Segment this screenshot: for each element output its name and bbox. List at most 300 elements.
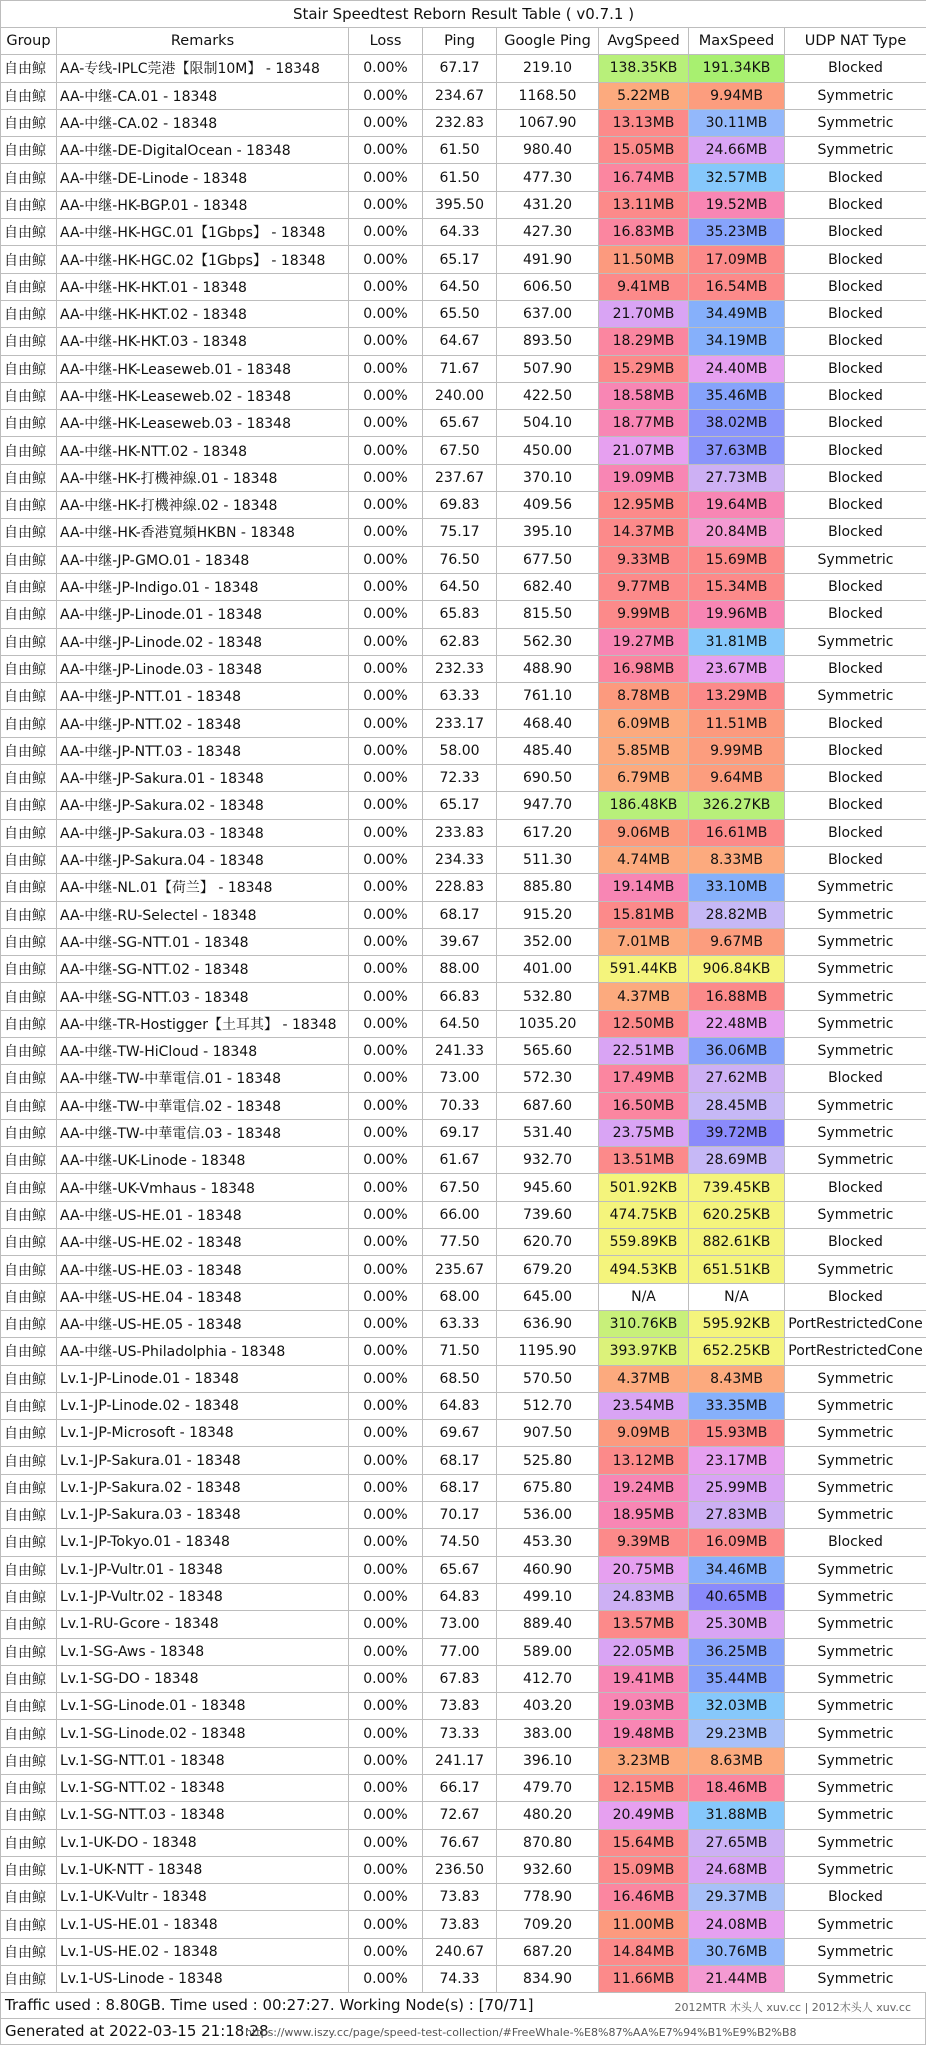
cell-max-speed: 24.68MB [689, 1856, 785, 1883]
cell-ping: 237.67 [423, 464, 497, 491]
cell-remarks: Lv.1-SG-NTT.01 - 18348 [57, 1747, 349, 1774]
cell-remarks: Lv.1-US-HE.02 - 18348 [57, 1938, 349, 1965]
cell-loss: 0.00% [349, 1447, 423, 1474]
cell-group: 自由鲸 [1, 1229, 57, 1256]
cell-loss: 0.00% [349, 1829, 423, 1856]
cell-loss: 0.00% [349, 1747, 423, 1774]
cell-loss: 0.00% [349, 628, 423, 655]
cell-remarks: AA-中继-US-HE.01 - 18348 [57, 1201, 349, 1228]
cell-loss: 0.00% [349, 1010, 423, 1037]
cell-max-speed: 9.64MB [689, 765, 785, 792]
cell-google-ping: 570.50 [497, 1365, 599, 1392]
cell-google-ping: 565.60 [497, 1037, 599, 1064]
cell-loss: 0.00% [349, 956, 423, 983]
cell-max-speed: 11.51MB [689, 710, 785, 737]
cell-udp-nat-type: Symmetric [785, 1556, 926, 1583]
cell-max-speed: 19.64MB [689, 492, 785, 519]
cell-avg-speed: 19.27MB [599, 628, 689, 655]
table-row [1, 546, 926, 573]
cell-group: 自由鲸 [1, 1010, 57, 1037]
cell-ping: 64.67 [423, 328, 497, 355]
table-row [1, 573, 926, 600]
cell-loss: 0.00% [349, 1583, 423, 1610]
cell-group: 自由鲸 [1, 1665, 57, 1692]
cell-google-ping: 682.40 [497, 573, 599, 600]
cell-google-ping: 491.90 [497, 246, 599, 273]
cell-avg-speed: 16.83MB [599, 219, 689, 246]
cell-group: 自由鲸 [1, 737, 57, 764]
cell-loss: 0.00% [349, 1556, 423, 1583]
table-row [1, 1474, 926, 1501]
cell-remarks: Lv.1-US-Linode - 18348 [57, 1966, 349, 1993]
cell-group: 自由鲸 [1, 601, 57, 628]
cell-ping: 73.83 [423, 1693, 497, 1720]
cell-google-ping: 450.00 [497, 437, 599, 464]
cell-google-ping: 460.90 [497, 1556, 599, 1583]
cell-google-ping: 562.30 [497, 628, 599, 655]
cell-remarks: AA-中继-JP-GMO.01 - 18348 [57, 546, 349, 573]
cell-udp-nat-type: Symmetric [785, 983, 926, 1010]
cell-ping: 73.83 [423, 1911, 497, 1938]
cell-group: 自由鲸 [1, 164, 57, 191]
cell-avg-speed: 12.50MB [599, 1010, 689, 1037]
cell-google-ping: 870.80 [497, 1829, 599, 1856]
cell-remarks: AA-中继-US-Philadolphia - 18348 [57, 1338, 349, 1365]
cell-group: 自由鲸 [1, 1556, 57, 1583]
cell-udp-nat-type: Symmetric [785, 1693, 926, 1720]
cell-group: 自由鲸 [1, 710, 57, 737]
cell-udp-nat-type: Symmetric [785, 1502, 926, 1529]
cell-group: 自由鲸 [1, 1256, 57, 1283]
cell-google-ping: 525.80 [497, 1447, 599, 1474]
cell-group: 自由鲸 [1, 191, 57, 218]
cell-google-ping: 589.00 [497, 1638, 599, 1665]
cell-udp-nat-type: Blocked [785, 437, 926, 464]
table-row [1, 1174, 926, 1201]
cell-ping: 65.67 [423, 410, 497, 437]
table-row [1, 1556, 926, 1583]
table-row [1, 1884, 926, 1911]
cell-udp-nat-type: Blocked [785, 819, 926, 846]
cell-avg-speed: 501.92KB [599, 1174, 689, 1201]
cell-group: 自由鲸 [1, 1802, 57, 1829]
cell-udp-nat-type: Blocked [785, 573, 926, 600]
cell-udp-nat-type: Blocked [785, 792, 926, 819]
cell-google-ping: 932.70 [497, 1147, 599, 1174]
table-row [1, 191, 926, 218]
cell-udp-nat-type: Symmetric [785, 1365, 926, 1392]
cell-loss: 0.00% [349, 901, 423, 928]
cell-max-speed: 21.44MB [689, 1966, 785, 1993]
cell-avg-speed: 12.95MB [599, 492, 689, 519]
cell-ping: 232.33 [423, 655, 497, 682]
cell-google-ping: 606.50 [497, 273, 599, 300]
cell-udp-nat-type: Symmetric [785, 1802, 926, 1829]
table-row [1, 519, 926, 546]
cell-udp-nat-type: Blocked [785, 1065, 926, 1092]
cell-remarks: AA-中继-JP-Sakura.01 - 18348 [57, 765, 349, 792]
cell-avg-speed: 12.15MB [599, 1775, 689, 1802]
cell-avg-speed: 13.13MB [599, 109, 689, 136]
table-row [1, 901, 926, 928]
cell-group: 自由鲸 [1, 1474, 57, 1501]
cell-ping: 58.00 [423, 737, 497, 764]
cell-google-ping: 504.10 [497, 410, 599, 437]
cell-loss: 0.00% [349, 601, 423, 628]
table-row [1, 1502, 926, 1529]
table-row [1, 82, 926, 109]
cell-udp-nat-type: Blocked [785, 765, 926, 792]
cell-avg-speed: 4.37MB [599, 983, 689, 1010]
cell-ping: 65.83 [423, 601, 497, 628]
cell-avg-speed: 16.74MB [599, 164, 689, 191]
cell-avg-speed: 16.50MB [599, 1092, 689, 1119]
cell-remarks: AA-中继-UK-Vmhaus - 18348 [57, 1174, 349, 1201]
cell-group: 自由鲸 [1, 792, 57, 819]
cell-google-ping: 889.40 [497, 1611, 599, 1638]
header-group: Group [1, 28, 57, 55]
cell-remarks: AA-中继-US-HE.04 - 18348 [57, 1283, 349, 1310]
cell-google-ping: 480.20 [497, 1802, 599, 1829]
cell-avg-speed: 559.89KB [599, 1229, 689, 1256]
cell-google-ping: 687.20 [497, 1938, 599, 1965]
cell-google-ping: 401.00 [497, 956, 599, 983]
cell-avg-speed: 14.37MB [599, 519, 689, 546]
cell-udp-nat-type: Blocked [785, 601, 926, 628]
cell-udp-nat-type: Blocked [785, 164, 926, 191]
cell-ping: 77.00 [423, 1638, 497, 1665]
cell-remarks: Lv.1-SG-NTT.03 - 18348 [57, 1802, 349, 1829]
table-row [1, 1966, 926, 1993]
cell-ping: 65.17 [423, 246, 497, 273]
cell-remarks: AA-中继-JP-Sakura.02 - 18348 [57, 792, 349, 819]
cell-google-ping: 947.70 [497, 792, 599, 819]
cell-loss: 0.00% [349, 1283, 423, 1310]
cell-avg-speed: 23.54MB [599, 1392, 689, 1419]
cell-udp-nat-type: Blocked [785, 410, 926, 437]
cell-remarks: Lv.1-JP-Microsoft - 18348 [57, 1420, 349, 1447]
cell-group: 自由鲸 [1, 1502, 57, 1529]
cell-remarks: AA-中继-HK-NTT.02 - 18348 [57, 437, 349, 464]
cell-max-speed: 739.45KB [689, 1174, 785, 1201]
cell-loss: 0.00% [349, 1884, 423, 1911]
cell-loss: 0.00% [349, 328, 423, 355]
cell-udp-nat-type: Blocked [785, 219, 926, 246]
table-row [1, 1665, 926, 1692]
cell-google-ping: 453.30 [497, 1529, 599, 1556]
table-row [1, 1365, 926, 1392]
cell-loss: 0.00% [349, 464, 423, 491]
cell-group: 自由鲸 [1, 1747, 57, 1774]
header-max-speed: MaxSpeed [689, 28, 785, 55]
cell-avg-speed: 6.79MB [599, 765, 689, 792]
cell-ping: 71.67 [423, 355, 497, 382]
table-row [1, 1229, 926, 1256]
cell-google-ping: 709.20 [497, 1911, 599, 1938]
cell-udp-nat-type: Symmetric [785, 1037, 926, 1064]
table-row [1, 464, 926, 491]
cell-loss: 0.00% [349, 874, 423, 901]
cell-google-ping: 1195.90 [497, 1338, 599, 1365]
cell-group: 自由鲸 [1, 1365, 57, 1392]
table-row [1, 164, 926, 191]
cell-loss: 0.00% [349, 1065, 423, 1092]
cell-ping: 66.00 [423, 1201, 497, 1228]
cell-group: 自由鲸 [1, 928, 57, 955]
cell-loss: 0.00% [349, 1256, 423, 1283]
cell-avg-speed: 474.75KB [599, 1201, 689, 1228]
cell-loss: 0.00% [349, 55, 423, 82]
cell-loss: 0.00% [349, 382, 423, 409]
cell-avg-speed: N/A [599, 1283, 689, 1310]
cell-udp-nat-type: Blocked [785, 328, 926, 355]
cell-remarks: AA-中继-TW-中華電信.01 - 18348 [57, 1065, 349, 1092]
cell-udp-nat-type: Symmetric [785, 956, 926, 983]
table-row [1, 1119, 926, 1146]
cell-ping: 68.00 [423, 1283, 497, 1310]
cell-group: 自由鲸 [1, 765, 57, 792]
cell-remarks: Lv.1-JP-Vultr.02 - 18348 [57, 1583, 349, 1610]
cell-remarks: Lv.1-UK-DO - 18348 [57, 1829, 349, 1856]
cell-loss: 0.00% [349, 1420, 423, 1447]
cell-remarks: AA-中继-JP-Linode.03 - 18348 [57, 655, 349, 682]
cell-google-ping: 395.10 [497, 519, 599, 546]
cell-ping: 88.00 [423, 956, 497, 983]
cell-max-speed: 34.19MB [689, 328, 785, 355]
cell-remarks: AA-中继-RU-Selectel - 18348 [57, 901, 349, 928]
header-ping: Ping [423, 28, 497, 55]
cell-udp-nat-type: PortRestrictedCone [785, 1338, 926, 1365]
table-row [1, 1447, 926, 1474]
cell-group: 自由鲸 [1, 956, 57, 983]
cell-udp-nat-type: Symmetric [785, 1938, 926, 1965]
cell-group: 自由鲸 [1, 1693, 57, 1720]
cell-remarks: AA-中继-UK-Linode - 18348 [57, 1147, 349, 1174]
cell-remarks: Lv.1-JP-Vultr.01 - 18348 [57, 1556, 349, 1583]
cell-ping: 65.17 [423, 792, 497, 819]
cell-loss: 0.00% [349, 1529, 423, 1556]
cell-ping: 61.50 [423, 164, 497, 191]
cell-remarks: AA-中继-SG-NTT.03 - 18348 [57, 983, 349, 1010]
cell-udp-nat-type: Symmetric [785, 1010, 926, 1037]
cell-udp-nat-type: Symmetric [785, 1720, 926, 1747]
header-google-ping: Google Ping [497, 28, 599, 55]
table-row [1, 983, 926, 1010]
cell-group: 自由鲸 [1, 1338, 57, 1365]
cell-remarks: AA-中继-HK-BGP.01 - 18348 [57, 191, 349, 218]
cell-udp-nat-type: Blocked [785, 1529, 926, 1556]
cell-remarks: AA-中继-US-HE.03 - 18348 [57, 1256, 349, 1283]
table-row [1, 1829, 926, 1856]
cell-remarks: Lv.1-UK-NTT - 18348 [57, 1856, 349, 1883]
cell-group: 自由鲸 [1, 328, 57, 355]
cell-group: 自由鲸 [1, 1310, 57, 1337]
cell-ping: 64.83 [423, 1392, 497, 1419]
cell-ping: 69.17 [423, 1119, 497, 1146]
cell-loss: 0.00% [349, 1693, 423, 1720]
cell-loss: 0.00% [349, 710, 423, 737]
table-row [1, 928, 926, 955]
cell-udp-nat-type: Symmetric [785, 1966, 926, 1993]
cell-max-speed: 13.29MB [689, 683, 785, 710]
cell-ping: 64.50 [423, 273, 497, 300]
cell-loss: 0.00% [349, 765, 423, 792]
table-row [1, 683, 926, 710]
cell-group: 自由鲸 [1, 573, 57, 600]
cell-udp-nat-type: Blocked [785, 710, 926, 737]
cell-remarks: AA-中继-HK-HGC.02【1Gbps】 - 18348 [57, 246, 349, 273]
cell-google-ping: 636.90 [497, 1310, 599, 1337]
cell-avg-speed: 5.22MB [599, 82, 689, 109]
cell-loss: 0.00% [349, 1174, 423, 1201]
table-row [1, 874, 926, 901]
cell-avg-speed: 24.83MB [599, 1583, 689, 1610]
cell-google-ping: 885.80 [497, 874, 599, 901]
cell-udp-nat-type: Blocked [785, 1174, 926, 1201]
cell-google-ping: 932.60 [497, 1856, 599, 1883]
cell-group: 自由鲸 [1, 1529, 57, 1556]
cell-remarks: Lv.1-JP-Linode.02 - 18348 [57, 1392, 349, 1419]
cell-ping: 76.67 [423, 1829, 497, 1856]
table-title: Stair Speedtest Reborn Result Table ( v0.7.1 ) [0, 0, 926, 27]
cell-avg-speed: 21.07MB [599, 437, 689, 464]
cell-avg-speed: 20.75MB [599, 1556, 689, 1583]
cell-google-ping: 403.20 [497, 1693, 599, 1720]
table-row [1, 1310, 926, 1337]
cell-ping: 70.33 [423, 1092, 497, 1119]
cell-group: 自由鲸 [1, 1638, 57, 1665]
cell-udp-nat-type: Symmetric [785, 1583, 926, 1610]
cell-remarks: Lv.1-UK-Vultr - 18348 [57, 1884, 349, 1911]
table-row [1, 1938, 926, 1965]
cell-group: 自由鲸 [1, 983, 57, 1010]
table-row [1, 1201, 926, 1228]
cell-loss: 0.00% [349, 273, 423, 300]
table-row [1, 1420, 926, 1447]
cell-avg-speed: 494.53KB [599, 1256, 689, 1283]
cell-udp-nat-type: Blocked [785, 1884, 926, 1911]
cell-google-ping: 620.70 [497, 1229, 599, 1256]
cell-udp-nat-type: Blocked [785, 519, 926, 546]
cell-max-speed: 326.27KB [689, 792, 785, 819]
cell-max-speed: 38.02MB [689, 410, 785, 437]
cell-group: 自由鲸 [1, 1911, 57, 1938]
cell-ping: 73.83 [423, 1884, 497, 1911]
cell-ping: 235.67 [423, 1256, 497, 1283]
source-link[interactable]: https://www.iszy.cc/page/speed-test-collection/#FreeWhale-%E8%87%AA%E7%94%B1%E9%B2%B8 [245, 2026, 797, 2040]
cell-max-speed: 34.46MB [689, 1556, 785, 1583]
cell-ping: 66.83 [423, 983, 497, 1010]
cell-remarks: AA-中继-JP-Sakura.04 - 18348 [57, 846, 349, 873]
cell-ping: 240.67 [423, 1938, 497, 1965]
table-row [1, 55, 926, 82]
cell-avg-speed: 186.48KB [599, 792, 689, 819]
cell-avg-speed: 18.77MB [599, 410, 689, 437]
cell-udp-nat-type: Blocked [785, 1229, 926, 1256]
cell-max-speed: 17.09MB [689, 246, 785, 273]
cell-ping: 236.50 [423, 1856, 497, 1883]
cell-ping: 63.33 [423, 683, 497, 710]
cell-loss: 0.00% [349, 1092, 423, 1119]
cell-ping: 67.50 [423, 1174, 497, 1201]
cell-udp-nat-type: Blocked [785, 191, 926, 218]
cell-remarks: Lv.1-SG-NTT.02 - 18348 [57, 1775, 349, 1802]
cell-udp-nat-type: PortRestrictedCone [785, 1310, 926, 1337]
cell-max-speed: 31.88MB [689, 1802, 785, 1829]
cell-google-ping: 477.30 [497, 164, 599, 191]
cell-google-ping: 536.00 [497, 1502, 599, 1529]
cell-group: 自由鲸 [1, 1420, 57, 1447]
cell-avg-speed: 15.05MB [599, 137, 689, 164]
cell-udp-nat-type: Symmetric [785, 109, 926, 136]
cell-google-ping: 499.10 [497, 1583, 599, 1610]
cell-remarks: AA-中继-JP-NTT.01 - 18348 [57, 683, 349, 710]
table-row [1, 1638, 926, 1665]
cell-group: 自由鲸 [1, 1720, 57, 1747]
cell-avg-speed: 13.11MB [599, 191, 689, 218]
cell-loss: 0.00% [349, 655, 423, 682]
header-loss: Loss [349, 28, 423, 55]
table-row [1, 300, 926, 327]
cell-udp-nat-type: Symmetric [785, 1201, 926, 1228]
cell-max-speed: 595.92KB [689, 1310, 785, 1337]
cell-ping: 67.83 [423, 1665, 497, 1692]
cell-ping: 241.17 [423, 1747, 497, 1774]
cell-google-ping: 422.50 [497, 382, 599, 409]
cell-ping: 73.33 [423, 1720, 497, 1747]
cell-loss: 0.00% [349, 1201, 423, 1228]
cell-remarks: AA-中继-SG-NTT.02 - 18348 [57, 956, 349, 983]
table-row [1, 1911, 926, 1938]
cell-max-speed: 27.83MB [689, 1502, 785, 1529]
cell-loss: 0.00% [349, 1037, 423, 1064]
cell-avg-speed: 310.76KB [599, 1310, 689, 1337]
cell-max-speed: 32.03MB [689, 1693, 785, 1720]
table-row [1, 137, 926, 164]
cell-ping: 61.67 [423, 1147, 497, 1174]
cell-ping: 228.83 [423, 874, 497, 901]
cell-max-speed: 28.82MB [689, 901, 785, 928]
cell-avg-speed: 138.35KB [599, 55, 689, 82]
table-row [1, 1693, 926, 1720]
cell-udp-nat-type: Symmetric [785, 1829, 926, 1856]
cell-avg-speed: 11.00MB [599, 1911, 689, 1938]
cell-udp-nat-type: Blocked [785, 355, 926, 382]
table-row [1, 109, 926, 136]
cell-loss: 0.00% [349, 492, 423, 519]
table-row [1, 1747, 926, 1774]
cell-max-speed: 27.73MB [689, 464, 785, 491]
cell-avg-speed: 15.81MB [599, 901, 689, 928]
cell-ping: 234.33 [423, 846, 497, 873]
table-row [1, 1392, 926, 1419]
cell-loss: 0.00% [349, 1310, 423, 1337]
cell-max-speed: 23.67MB [689, 655, 785, 682]
cell-group: 自由鲸 [1, 464, 57, 491]
cell-max-speed: 30.11MB [689, 109, 785, 136]
cell-google-ping: 427.30 [497, 219, 599, 246]
cell-group: 自由鲸 [1, 246, 57, 273]
cell-ping: 395.50 [423, 191, 497, 218]
cell-google-ping: 915.20 [497, 901, 599, 928]
cell-avg-speed: 14.84MB [599, 1938, 689, 1965]
cell-group: 自由鲸 [1, 1775, 57, 1802]
cell-google-ping: 893.50 [497, 328, 599, 355]
cell-max-speed: 882.61KB [689, 1229, 785, 1256]
cell-ping: 73.00 [423, 1611, 497, 1638]
cell-remarks: Lv.1-JP-Sakura.03 - 18348 [57, 1502, 349, 1529]
cell-group: 自由鲸 [1, 901, 57, 928]
